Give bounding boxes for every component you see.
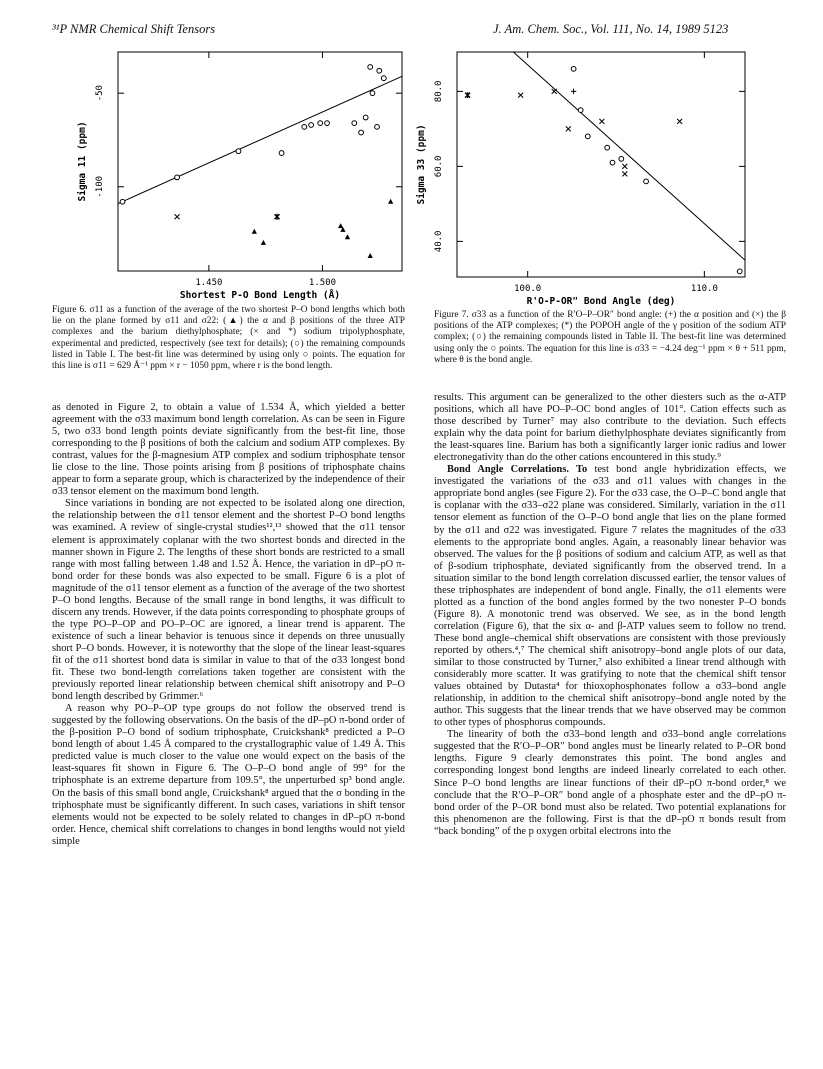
data-point-star [275,214,280,220]
body-column-right [434,392,786,838]
data-point-circle [120,199,125,204]
data-point-triangle [388,199,393,204]
x-tick-label: 100.0 [514,284,542,294]
running-header-right: J. Am. Chem. Soc., Vol. 111, No. 14, 1989 5123 [493,22,729,36]
data-point-circle [571,66,576,71]
data-point-circle [318,121,323,126]
data-point-circle [644,179,649,184]
data-point-x [622,171,627,176]
x-tick-label: 110.0 [690,284,718,294]
data-point-circle [605,145,610,150]
y-axis-label: Sigma 11 (ppm) [77,121,88,202]
figure-6-chart [52,44,422,302]
y-tick-label: -100 [95,175,105,198]
x-tick-label: 1.450 [195,278,223,288]
data-point-plus [571,89,576,94]
data-point-circle [737,269,742,274]
data-point-circle [368,65,373,70]
y-tick-label: 60.0 [434,155,444,178]
data-point-circle [619,156,624,161]
data-point-triangle [345,234,350,239]
data-point-x [599,119,604,124]
data-point-triangle [338,223,343,228]
data-point-x [566,126,571,131]
paragraph: results. This argument can be generalized to the other diesters such as the α-ATP positions, which all have PO–P–OC bond angles of 101°. Cation effects such as those described by Turner⁷ may also contribute to the deviation. Such effects explain why the data point for barium diethylphosphate deviates significantly from the least-squares line. Barium has both a significantly larger ionic radius and lower electronegativity than do the other cations encountered in this study.⁹ [434,392,786,464]
running-header-left: ³¹P NMR Chemical Shift Tensors [52,22,216,36]
data-point-triangle [252,229,257,234]
data-point-x [518,93,523,98]
data-point-triangle [368,253,373,258]
figure-6-caption: Figure 6. σ11 as a function of the average of the two shortest P–O bond lengths which both lie on the plane formed by σ11 and σ22: (▲) the α and β positions of the three ATP complexes and the barium diethylphosphate; (× and *) sodium tripolyphosphate, experimental and predicted, respectively (see text for details); (○) the remaining compounds listed in Table I. The best-fit line was determined by using only ○ points. The equation for this line is σ11 = 629 Å⁻¹ ppm × r − 1050 ppm, where r is the bond length. [52,305,405,372]
x-axis-label: Shortest P-O Bond Length (Å) [179,290,341,301]
y-axis-label: Sigma 33 (ppm) [416,124,427,205]
data-point-circle [578,108,583,113]
best-fit-line [118,76,402,203]
data-point-x [677,119,682,124]
figure-7-caption: Figure 7. σ33 as a function of the R′O–P–OR″ bond angle: (+) the α position and (×) the β positions of the ATP complexes; (*) the POPOH angle of the γ position of the sodium ATP complex; (○) the remaining compounds listed in Table II. The best-fit line was determined using only the ○ points. The equation for this line is σ33 = −4.24 deg⁻¹ ppm × θ + 511 ppm, where θ is the bond angle. [434,310,786,365]
paragraph: The linearity of both the σ33–bond length and σ33–bond angle correlations suggested that the R′O–P–OR″ bond angles must be linearly related to P–OR bond lengths. Figure 9 clearly demonstrates this point. The bond angles and corresponding longest bond lengths are indeed linearly correlated to each other. Since P–O bond lengths are linear functions of their dP–pO π-bond order,⁸ we conclude that the R′O–P–OR″ bond angle of a phosphate ester and the dP–pO π-bond order of the P–OR bond must also be related. Two potential explanations for this phenomenon are the following. First is that the dP–pO π bonds result from “back bonding” of the p oxygen orbital electrons into the [434,729,786,837]
data-point-x [552,89,557,94]
plot-frame [118,52,402,271]
paragraph: test bond angle hybridization effects, we investigated the variations of the σ33 and σ11 values with changes in the appropriate bond angles (see Figure 2). For the σ33 case, the O–P–C bond angle that is coplanar with the σ33–σ22 plane was considered. Similarly, variation in the σ11 tensor element as function of the O–P–O bond angle that lies on the plane formed by the σ11 and σ22 was investigated. Figure 7 relates the magnitudes of the σ33 elements to the appropriate bond angles. Again, a reasonably linear behavior was observed. The values for the β positions of sodium and calcium ATP, as well as that of β-sodium triphosphate, deviated significantly from the observed trend. In a situation similar to the bond length correlation discussed earlier, the tensor values of these triphosphates are independent of bond angle. Finally, the σ11 elements were plotted as a function of the bond angles formed by the two nonester P–O bonds (Figure 8). A monotonic trend was observed. We see, as in the bond length correlation (Figure 6), that the six α- and β-ATP values seem to follow no trend. These bond angle–chemical shift observations are consistent with those previously reported by others.⁴,⁷ The chemical shift anisotropy–bond angle plots of our data, similar to those constructed by Turner,⁷ also exhibited a linear trend although with considerably more scatter. It was gratifying to note that the chemical shift tensor values obtained by Dutasta⁴ for thioxophosphonates follow a σ33–bond angle relationship, in addition to the chemical shift anisotropy–bond angle noted by the author. This suggests that the linear trends that we have observed may be common to other types of phosphorus compounds. [434,464,786,729]
y-tick-label: -50 [95,85,105,102]
data-point-circle [279,151,284,156]
data-point-circle [236,149,241,154]
y-tick-label: 80.0 [434,80,444,103]
plot-frame [457,52,745,277]
data-point-circle [363,115,368,120]
data-point-x [622,164,627,169]
data-point-circle [370,91,375,96]
paragraph: Since variations in bonding are not expected to be isolated along one direction, the relationship between the σ11 tensor element and the shortest P–O bond lengths was examined. A review of single-crystal studies¹²,¹³ showed that the σ11 tensor element is approximately coplanar with the two shortest bonds and directed in the manner shown in Figure 2. The lengths of these short bonds are restricted to a small range with most falling between 1.48 and 1.52 Å. Hence, the variation in dP–pO π-bond order for these bonds was also expected to be small. Figure 6 is a plot of magnitude of the σ11 tensor element as a function of the average of the two shortest P–O bond lengths. Because of the small range in bond lengths, it was difficult to discern any trends. However, if the data points corresponding to phosphate groups of the type PO–P–OP and PO–P–OC are ignored, a linear trend is apparent. The existence of such a linear behavior is tenuous since it depends on three unusually short P–O bonds. However, it is noteworthy that the slope of the linear least-squares fit of the σ11 shortest bond data is similar in value to that of the σ33 longest bond fit. These two bond-length correlations taken together are consistent with the previously reported linear relationship between chemical shift anisotropy and P–O bond length described by Grimmer.⁶ [52,498,405,703]
data-point-circle [585,134,590,139]
data-point-circle [302,124,307,129]
data-point-circle [175,175,180,180]
data-point-circle [375,124,380,129]
data-point-circle [309,123,314,128]
x-axis-label: R'O-P-OR" Bond Angle (deg) [526,296,676,307]
y-tick-label: 40.0 [434,230,444,253]
data-point-circle [381,76,386,81]
best-fit-line [457,1,745,260]
paragraph: A reason why PO–P–OP type groups do not follow the observed trend is suggested by the following observations. On the basis of the dP–pO π-bond order of the β-position P–O bond of sodium triphosphate, Cruickshank⁸ predicted a P–O bond length of about 1.45 Å compared to the crystallographic value of 1.49 Å. This predicted value is much closer to the value one would expect on the basis of the least-squares fit shown in Figure 6. The O–P–O bond angle of 99° for the triphosphate is an extreme departure from 109.5°, the unperturbed sp³ bond angle. On the basis of this small bond angle, Cruickshank⁸ argued that the σ bonding in the triphosphate must be significantly different. In such cases, variations in shift tensor elements would not be expected to be solely related to changes in dP–pO π-bond order. Hence, chemical shift correlations to changes in bond lengths would not yield simple [52,703,405,847]
data-point-triangle [261,240,266,245]
data-point-circle [352,121,357,126]
data-point-circle [610,160,615,165]
section-heading: Bond Angle Correlations. To [447,464,588,476]
paragraph: as denoted in Figure 2, to obtain a value of 1.534 Å, which yielded a better agreement with the σ33 maximum bond length correlation. As can be seen in Figure 5, two σ33 bond length points deviate significantly from the best-fit line, those corresponding to the β positions of both the calcium and sodium ATP complexes. By contrast, values for the β-magnesium ATP complex and sodium triphosphate tensor lie close to the line. Those points arising from β positions of triphosphate chains appear to form a separate group, which is characterized by the independence of their σ33 tensor element on the maximum bond length. [52,402,405,498]
figure-7-chart [416,44,780,310]
body-column-left [52,402,405,848]
data-point-circle [359,130,364,135]
x-tick-label: 1.500 [308,278,337,288]
data-point-star [465,92,470,98]
data-point-circle [377,68,382,73]
data-point-circle [325,121,330,126]
data-point-x [175,214,180,219]
